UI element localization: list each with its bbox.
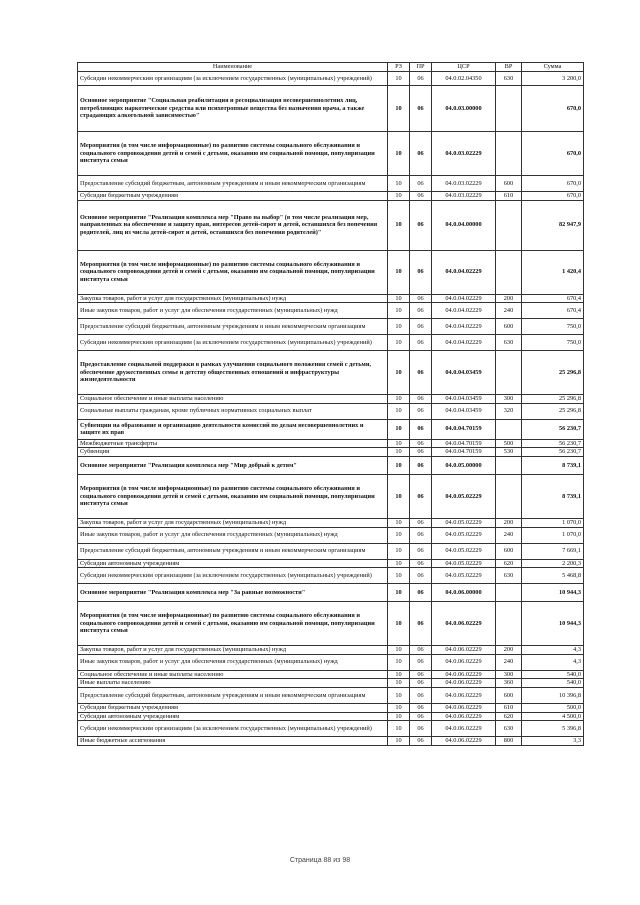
cell-csr: 04.0.06.02229 [432,646,496,655]
cell-vr [496,200,522,250]
cell-vr: 200 [496,294,522,303]
cell-vr: 200 [496,518,522,527]
cell-rz: 10 [388,200,410,250]
table-row [78,646,584,655]
cell-pr: 06 [410,474,432,518]
cell-vr: 300 [496,395,522,404]
cell-sum: 3 200,0 [522,72,584,86]
table-row [78,200,584,250]
cell-name: Иные выплаты населению [78,679,388,688]
cell-name: Субсидии некоммерческим организациям (за исключением государственных (муниципальных) учреждений) [78,568,388,584]
cell-vr: 600 [496,543,522,559]
cell-vr: 300 [496,670,522,679]
cell-sum: 25 296,8 [522,403,584,419]
cell-csr: 04.0.05.02229 [432,543,496,559]
cell-vr: 600 [496,319,522,335]
cell-vr: 620 [496,559,522,568]
cell-sum: 1 070,0 [522,527,584,543]
cell-name: Субвенции на образование и организацию деятельности комиссий по делам несовершеннолетних и защите их прав [78,419,388,439]
table-row [78,737,584,746]
cell-vr: 630 [496,721,522,737]
cell-csr: 04.0.04.02229 [432,303,496,319]
cell-rz: 10 [388,395,410,404]
cell-csr: 04.0.03.00000 [432,86,496,132]
cell-csr: 04.0.06.02229 [432,703,496,712]
cell-pr: 06 [410,351,432,395]
cell-pr: 06 [410,456,432,474]
table-row [78,584,584,602]
cell-rz: 10 [388,670,410,679]
cell-pr: 06 [410,568,432,584]
cell-rz: 10 [388,294,410,303]
table-row [78,72,584,86]
cell-rz: 10 [388,568,410,584]
cell-csr: 04.0.06.02229 [432,687,496,703]
cell-sum: 750,0 [522,335,584,351]
cell-pr: 06 [410,250,432,294]
table-row [78,559,584,568]
cell-csr: 04.0.02.04350 [432,72,496,86]
cell-rz: 10 [388,176,410,192]
cell-sum: 1 070,0 [522,518,584,527]
cell-rz: 10 [388,559,410,568]
cell-csr: 04.0.05.02229 [432,474,496,518]
cell-vr: 610 [496,703,522,712]
cell-rz: 10 [388,192,410,201]
cell-pr: 06 [410,319,432,335]
cell-csr: 04.0.06.02229 [432,654,496,670]
cell-pr: 06 [410,448,432,457]
cell-sum: 5 396,8 [522,721,584,737]
cell-csr: 04.0.04.03459 [432,403,496,419]
cell-pr: 06 [410,192,432,201]
cell-pr: 06 [410,419,432,439]
cell-rz: 10 [388,419,410,439]
cell-vr: 200 [496,646,522,655]
cell-vr: 610 [496,192,522,201]
cell-name: Мероприятия (в том числе информационные) по развитию системы социального обслуживания и социального сопровождения детей и семей с детьми, оказанию им социальной помощи, популяризации института семьи [78,602,388,646]
cell-vr [496,132,522,176]
table-row [78,176,584,192]
cell-rz: 10 [388,703,410,712]
cell-sum: 4,3 [522,654,584,670]
cell-sum: 56 230,7 [522,439,584,448]
cell-csr: 04.0.05.00000 [432,456,496,474]
table-row [78,335,584,351]
cell-rz: 10 [388,721,410,737]
header-pr: ПР [410,63,432,72]
cell-sum: 750,0 [522,319,584,335]
cell-name: Предоставление социальной поддержки в рамках улучшения социального положения семей с детьми, обеспечение дружественных семье и детству общественных отношений и инфраструктуры жизнедеятельности [78,351,388,395]
table-row [78,654,584,670]
cell-rz: 10 [388,518,410,527]
table-row [78,250,584,294]
table-row [78,602,584,646]
cell-sum: 8 739,1 [522,474,584,518]
cell-pr: 06 [410,654,432,670]
cell-name: Предоставление субсидий бюджетным, автономным учреждениям и иным некоммерческим организациям [78,543,388,559]
cell-csr: 04.0.06.02229 [432,679,496,688]
table-row [78,395,584,404]
cell-name: Субсидии некоммерческим организациям (за исключением государственных (муниципальных) учреждений) [78,335,388,351]
cell-vr: 240 [496,303,522,319]
cell-csr: 04.0.04.70159 [432,419,496,439]
cell-rz: 10 [388,86,410,132]
cell-rz: 10 [388,319,410,335]
cell-vr: 600 [496,176,522,192]
cell-pr: 06 [410,737,432,746]
cell-pr: 06 [410,335,432,351]
cell-name: Предоставление субсидий бюджетным, автономным учреждениям и иным некоммерческим организациям [78,319,388,335]
table-row [78,303,584,319]
table-row [78,448,584,457]
cell-name: Иные закупки товаров, работ и услуг для обеспечения государственных (муниципальных) нужд [78,654,388,670]
cell-pr: 06 [410,712,432,721]
cell-name: Межбюджетные трансферты [78,439,388,448]
table-row [78,518,584,527]
cell-name: Основное мероприятие "Реализация комплекса мер "За равные возможности" [78,584,388,602]
cell-name: Субсидии автономным учреждениям [78,712,388,721]
table-row [78,192,584,201]
cell-vr [496,351,522,395]
cell-vr [496,474,522,518]
cell-csr: 04.0.06.00000 [432,584,496,602]
header-rz: РЗ [388,63,410,72]
cell-rz: 10 [388,543,410,559]
cell-sum: 540,0 [522,670,584,679]
cell-name: Мероприятия (в том числе информационные) по развитию системы социального обслуживания и социального сопровождения детей и семей с детьми, оказанию им социальной помощи, популяризации института семьи [78,474,388,518]
cell-name: Субвенции [78,448,388,457]
cell-csr: 04.0.03.02229 [432,176,496,192]
cell-pr: 06 [410,646,432,655]
cell-pr: 06 [410,559,432,568]
cell-rz: 10 [388,712,410,721]
cell-pr: 06 [410,679,432,688]
cell-rz: 10 [388,456,410,474]
cell-vr: 240 [496,527,522,543]
cell-pr: 06 [410,176,432,192]
cell-vr: 530 [496,448,522,457]
header-csr: ЦСР [432,63,496,72]
table-row [78,687,584,703]
cell-name: Закупка товаров, работ и услуг для государственных (муниципальных) нужд [78,294,388,303]
cell-csr: 04.0.06.02229 [432,721,496,737]
cell-sum: 670,0 [522,176,584,192]
cell-sum: 4,3 [522,646,584,655]
cell-rz: 10 [388,474,410,518]
cell-pr: 06 [410,403,432,419]
cell-pr: 06 [410,200,432,250]
table-header-row [78,63,584,72]
cell-vr [496,602,522,646]
table-row [78,419,584,439]
cell-name: Социальные выплаты гражданам, кроме публичных нормативных социальных выплат [78,403,388,419]
table-row [78,132,584,176]
cell-vr [496,584,522,602]
table-row [78,86,584,132]
cell-rz: 10 [388,403,410,419]
cell-sum: 56 230,7 [522,448,584,457]
cell-rz: 10 [388,448,410,457]
cell-vr: 630 [496,335,522,351]
cell-csr: 04.0.04.02229 [432,319,496,335]
cell-rz: 10 [388,303,410,319]
header-name: Наименование [78,63,388,72]
cell-pr: 06 [410,303,432,319]
cell-rz: 10 [388,654,410,670]
cell-rz: 10 [388,439,410,448]
cell-csr: 04.0.04.70159 [432,439,496,448]
cell-sum: 4 500,0 [522,712,584,721]
cell-rz: 10 [388,250,410,294]
cell-csr: 04.0.06.02229 [432,737,496,746]
cell-name: Субсидии некоммерческим организациям (за исключением государственных (муниципальных) учреждений) [78,72,388,86]
cell-csr: 04.0.04.00000 [432,200,496,250]
table-row [78,721,584,737]
cell-name: Основное мероприятие "Социальная реабилитация и ресоциализация несовершеннолетних лиц, потребляющих наркотические средства или психотропные вещества без назначения врача, а также страдающих алкогольной зависимостью" [78,86,388,132]
cell-sum: 25 296,8 [522,395,584,404]
cell-rz: 10 [388,335,410,351]
cell-csr: 04.0.05.02229 [432,527,496,543]
cell-pr: 06 [410,721,432,737]
cell-csr: 04.0.05.02229 [432,559,496,568]
cell-sum: 56 230,7 [522,419,584,439]
cell-rz: 10 [388,132,410,176]
cell-sum: 500,0 [522,703,584,712]
cell-csr: 04.0.06.02229 [432,602,496,646]
cell-pr: 06 [410,543,432,559]
cell-rz: 10 [388,527,410,543]
table-row [78,568,584,584]
cell-sum: 3,3 [522,737,584,746]
cell-sum: 10 944,3 [522,584,584,602]
cell-csr: 04.0.03.02229 [432,192,496,201]
table-row [78,543,584,559]
header-vr: ВР [496,63,522,72]
cell-sum: 670,0 [522,192,584,201]
cell-vr: 800 [496,737,522,746]
cell-csr: 04.0.04.02229 [432,335,496,351]
table-row [78,712,584,721]
cell-sum: 2 200,3 [522,559,584,568]
table-body [78,72,584,746]
cell-vr: 320 [496,403,522,419]
cell-sum: 82 947,9 [522,200,584,250]
cell-pr: 06 [410,395,432,404]
cell-pr: 06 [410,584,432,602]
cell-rz: 10 [388,584,410,602]
cell-vr: 240 [496,654,522,670]
table-row [78,703,584,712]
table-row [78,670,584,679]
cell-pr: 06 [410,703,432,712]
cell-csr: 04.0.04.03459 [432,351,496,395]
cell-sum: 25 296,8 [522,351,584,395]
table-row [78,294,584,303]
cell-name: Основное мероприятие "Реализация комплекса мер "Право на выбор" (в том числе реализация мер, направленных на обеспечение и защиту прав, интересов детей-сирот и детей, оставшихся без попечения родителей, лиц из числа детей-сирот и детей, оставшихся без попечения родителей)" [78,200,388,250]
cell-name: Закупка товаров, работ и услуг для государственных (муниципальных) нужд [78,646,388,655]
table-row [78,527,584,543]
table-row [78,474,584,518]
cell-vr: 630 [496,568,522,584]
cell-rz: 10 [388,687,410,703]
budget-table [77,62,584,746]
cell-sum: 8 739,1 [522,456,584,474]
cell-vr: 360 [496,679,522,688]
cell-vr [496,250,522,294]
cell-sum: 7 669,1 [522,543,584,559]
cell-csr: 04.0.04.02229 [432,294,496,303]
cell-sum: 5 468,8 [522,568,584,584]
cell-csr: 04.0.04.70159 [432,448,496,457]
cell-pr: 06 [410,86,432,132]
table-row [78,456,584,474]
header-sum: Сумма [522,63,584,72]
cell-pr: 06 [410,527,432,543]
cell-sum: 670,4 [522,294,584,303]
cell-csr: 04.0.03.02229 [432,132,496,176]
cell-pr: 06 [410,602,432,646]
cell-rz: 10 [388,602,410,646]
cell-name: Предоставление субсидий бюджетным, автономным учреждениям и иным некоммерческим организациям [78,176,388,192]
cell-vr [496,419,522,439]
table-row [78,351,584,395]
cell-rz: 10 [388,351,410,395]
cell-name: Иные закупки товаров, работ и услуг для обеспечения государственных (муниципальных) нужд [78,303,388,319]
cell-sum: 670,0 [522,86,584,132]
cell-vr: 500 [496,439,522,448]
cell-vr: 630 [496,72,522,86]
cell-sum: 670,0 [522,132,584,176]
cell-name: Субсидии бюджетным учреждениям [78,192,388,201]
cell-name: Субсидии бюджетным учреждениям [78,703,388,712]
cell-pr: 06 [410,132,432,176]
cell-vr [496,456,522,474]
cell-csr: 04.0.06.02229 [432,712,496,721]
cell-name: Закупка товаров, работ и услуг для государственных (муниципальных) нужд [78,518,388,527]
cell-sum: 1 420,4 [522,250,584,294]
cell-csr: 04.0.05.02229 [432,568,496,584]
table-row [78,319,584,335]
cell-rz: 10 [388,737,410,746]
cell-pr: 06 [410,518,432,527]
cell-vr: 620 [496,712,522,721]
cell-csr: 04.0.05.02229 [432,518,496,527]
cell-rz: 10 [388,72,410,86]
cell-sum: 540,0 [522,679,584,688]
cell-name: Социальное обеспечение и иные выплаты населению [78,670,388,679]
cell-rz: 10 [388,646,410,655]
cell-pr: 06 [410,294,432,303]
cell-pr: 06 [410,72,432,86]
table-row [78,439,584,448]
cell-rz: 10 [388,679,410,688]
cell-name: Субсидии автономным учреждениям [78,559,388,568]
cell-name: Иные закупки товаров, работ и услуг для обеспечения государственных (муниципальных) нужд [78,527,388,543]
cell-vr [496,86,522,132]
cell-name: Субсидии некоммерческим организациям (за исключением государственных (муниципальных) учреждений) [78,721,388,737]
cell-name: Мероприятия (в том числе информационные) по развитию системы социального обслуживания и социального сопровождения детей и семей с детьми, оказанию им социальной помощи, популяризации института семьи [78,132,388,176]
budget-page [77,62,583,746]
cell-name: Иные бюджетные ассигнования [78,737,388,746]
cell-pr: 06 [410,439,432,448]
cell-name: Социальное обеспечение и иные выплаты населению [78,395,388,404]
table-row [78,679,584,688]
cell-sum: 10 396,8 [522,687,584,703]
cell-name: Мероприятия (в том числе информационные) по развитию системы социального обслуживания и социального сопровождения детей и семей с детьми, оказанию им социальной помощи, популяризации института семьи [78,250,388,294]
cell-csr: 04.0.04.02229 [432,250,496,294]
cell-pr: 06 [410,687,432,703]
cell-csr: 04.0.06.02229 [432,670,496,679]
cell-name: Предоставление субсидий бюджетным, автономным учреждениям и иным некоммерческим организациям [78,687,388,703]
cell-name: Основное мероприятие "Реализация комплекса мер "Мир добрый к детям" [78,456,388,474]
cell-csr: 04.0.04.03459 [432,395,496,404]
page-number: Страница 88 из 98 [289,857,351,864]
table-row [78,403,584,419]
cell-sum: 10 944,3 [522,602,584,646]
cell-sum: 670,4 [522,303,584,319]
cell-vr: 600 [496,687,522,703]
cell-pr: 06 [410,670,432,679]
